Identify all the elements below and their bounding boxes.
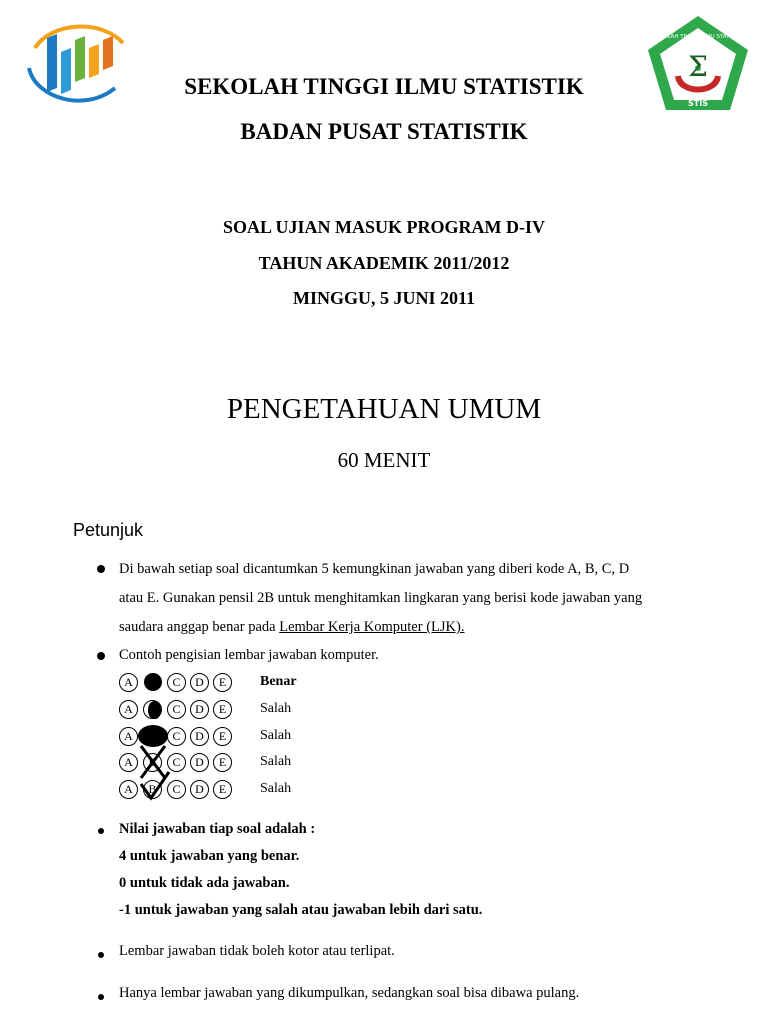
option-bubble: A <box>119 727 138 746</box>
instruction-item-3 <box>119 816 482 924</box>
option-bubble: E <box>213 753 232 772</box>
instruction-item-4: Lembar jawaban tidak boleh kotor atau terlipat. <box>119 943 395 959</box>
option-bubble: A <box>119 780 138 799</box>
option-bubble: D <box>190 727 209 746</box>
scoring-empty: 0 untuk tidak ada jawaban. <box>119 875 290 891</box>
exam-line-3: MINGGU, 5 JUNI 2011 <box>292 288 475 308</box>
bullet-icon <box>98 952 104 958</box>
example-status: Salah <box>260 701 292 716</box>
option-bubble: C <box>167 780 186 799</box>
bullet-icon <box>97 565 105 573</box>
option-bubble: E <box>213 727 232 746</box>
instruction-item-2: Contoh pengisian lembar jawaban komputer. <box>119 647 379 663</box>
item1-line3 <box>119 613 719 642</box>
option-bubble: C <box>167 673 186 692</box>
scoring-title: Nilai jawaban tiap soal adalah : <box>119 821 316 837</box>
option-bubble: A <box>119 673 138 692</box>
stis-logo-symbol: Σ <box>688 50 708 83</box>
stis-logo-abbr: STIS <box>688 99 708 108</box>
institution-title: SEKOLAH TINGGI ILMU STATISTIK <box>184 74 584 99</box>
option-bubble: C <box>167 700 186 719</box>
option-bubble: D <box>190 700 209 719</box>
option-bubble: D <box>190 780 209 799</box>
option-bubble: C <box>167 727 186 746</box>
instruction-item-1 <box>119 555 719 642</box>
example-status: Salah <box>260 754 292 769</box>
item1-line3-prefix: saudara anggap benar pada <box>119 619 280 635</box>
subject-title: PENGETAHUAN UMUM <box>226 393 542 425</box>
instruction-item-5: Hanya lembar jawaban yang dikumpulkan, sedangkan soal bisa dibawa pulang. <box>119 985 580 1001</box>
ljk-link: Lembar Kerja Komputer (LJK). <box>279 619 465 635</box>
scoring-correct: 4 untuk jawaban yang benar. <box>119 848 300 864</box>
instructions-heading: Petunjuk <box>73 520 144 540</box>
bullet-icon <box>97 652 105 660</box>
option-bubble: E <box>213 700 232 719</box>
option-bubble: C <box>167 753 186 772</box>
filled-bubble <box>144 673 162 691</box>
exam-line-2: TAHUN AKADEMIK 2011/2012 <box>258 253 510 273</box>
option-bubble: B <box>143 780 162 799</box>
option-bubble: D <box>190 753 209 772</box>
scoring-wrong: -1 untuk jawaban yang salah atau jawaban lebih dari satu. <box>119 902 483 918</box>
partial-fill-mark <box>148 701 161 719</box>
option-bubble: A <box>119 753 138 772</box>
stis-logo-text: SEKOLAH TINGGI ILMU STATISTIK <box>652 34 744 40</box>
duration: 60 MENIT <box>337 448 431 472</box>
example-status: Salah <box>260 728 292 743</box>
option-bubble: D <box>190 673 209 692</box>
item1-line2: atau E. Gunakan pensil 2B untuk menghitamkan lingkaran yang berisi kode jawaban yang <box>119 590 643 606</box>
option-bubble: A <box>119 700 138 719</box>
bullet-icon <box>98 994 104 1000</box>
option-bubble: E <box>213 673 232 692</box>
item1-line1: Di bawah setiap soal dicantumkan 5 kemungkinan jawaban yang diberi kode A, B, C, D <box>119 561 630 577</box>
example-status: Benar <box>260 674 297 689</box>
example-status: Salah <box>260 781 292 796</box>
exam-line-1: SOAL UJIAN MASUK PROGRAM D-IV <box>222 217 545 237</box>
agency-title: BADAN PUSAT STATISTIK <box>240 119 528 144</box>
option-bubble: E <box>213 780 232 799</box>
option-bubble: B <box>143 753 162 772</box>
bullet-icon <box>98 828 104 834</box>
